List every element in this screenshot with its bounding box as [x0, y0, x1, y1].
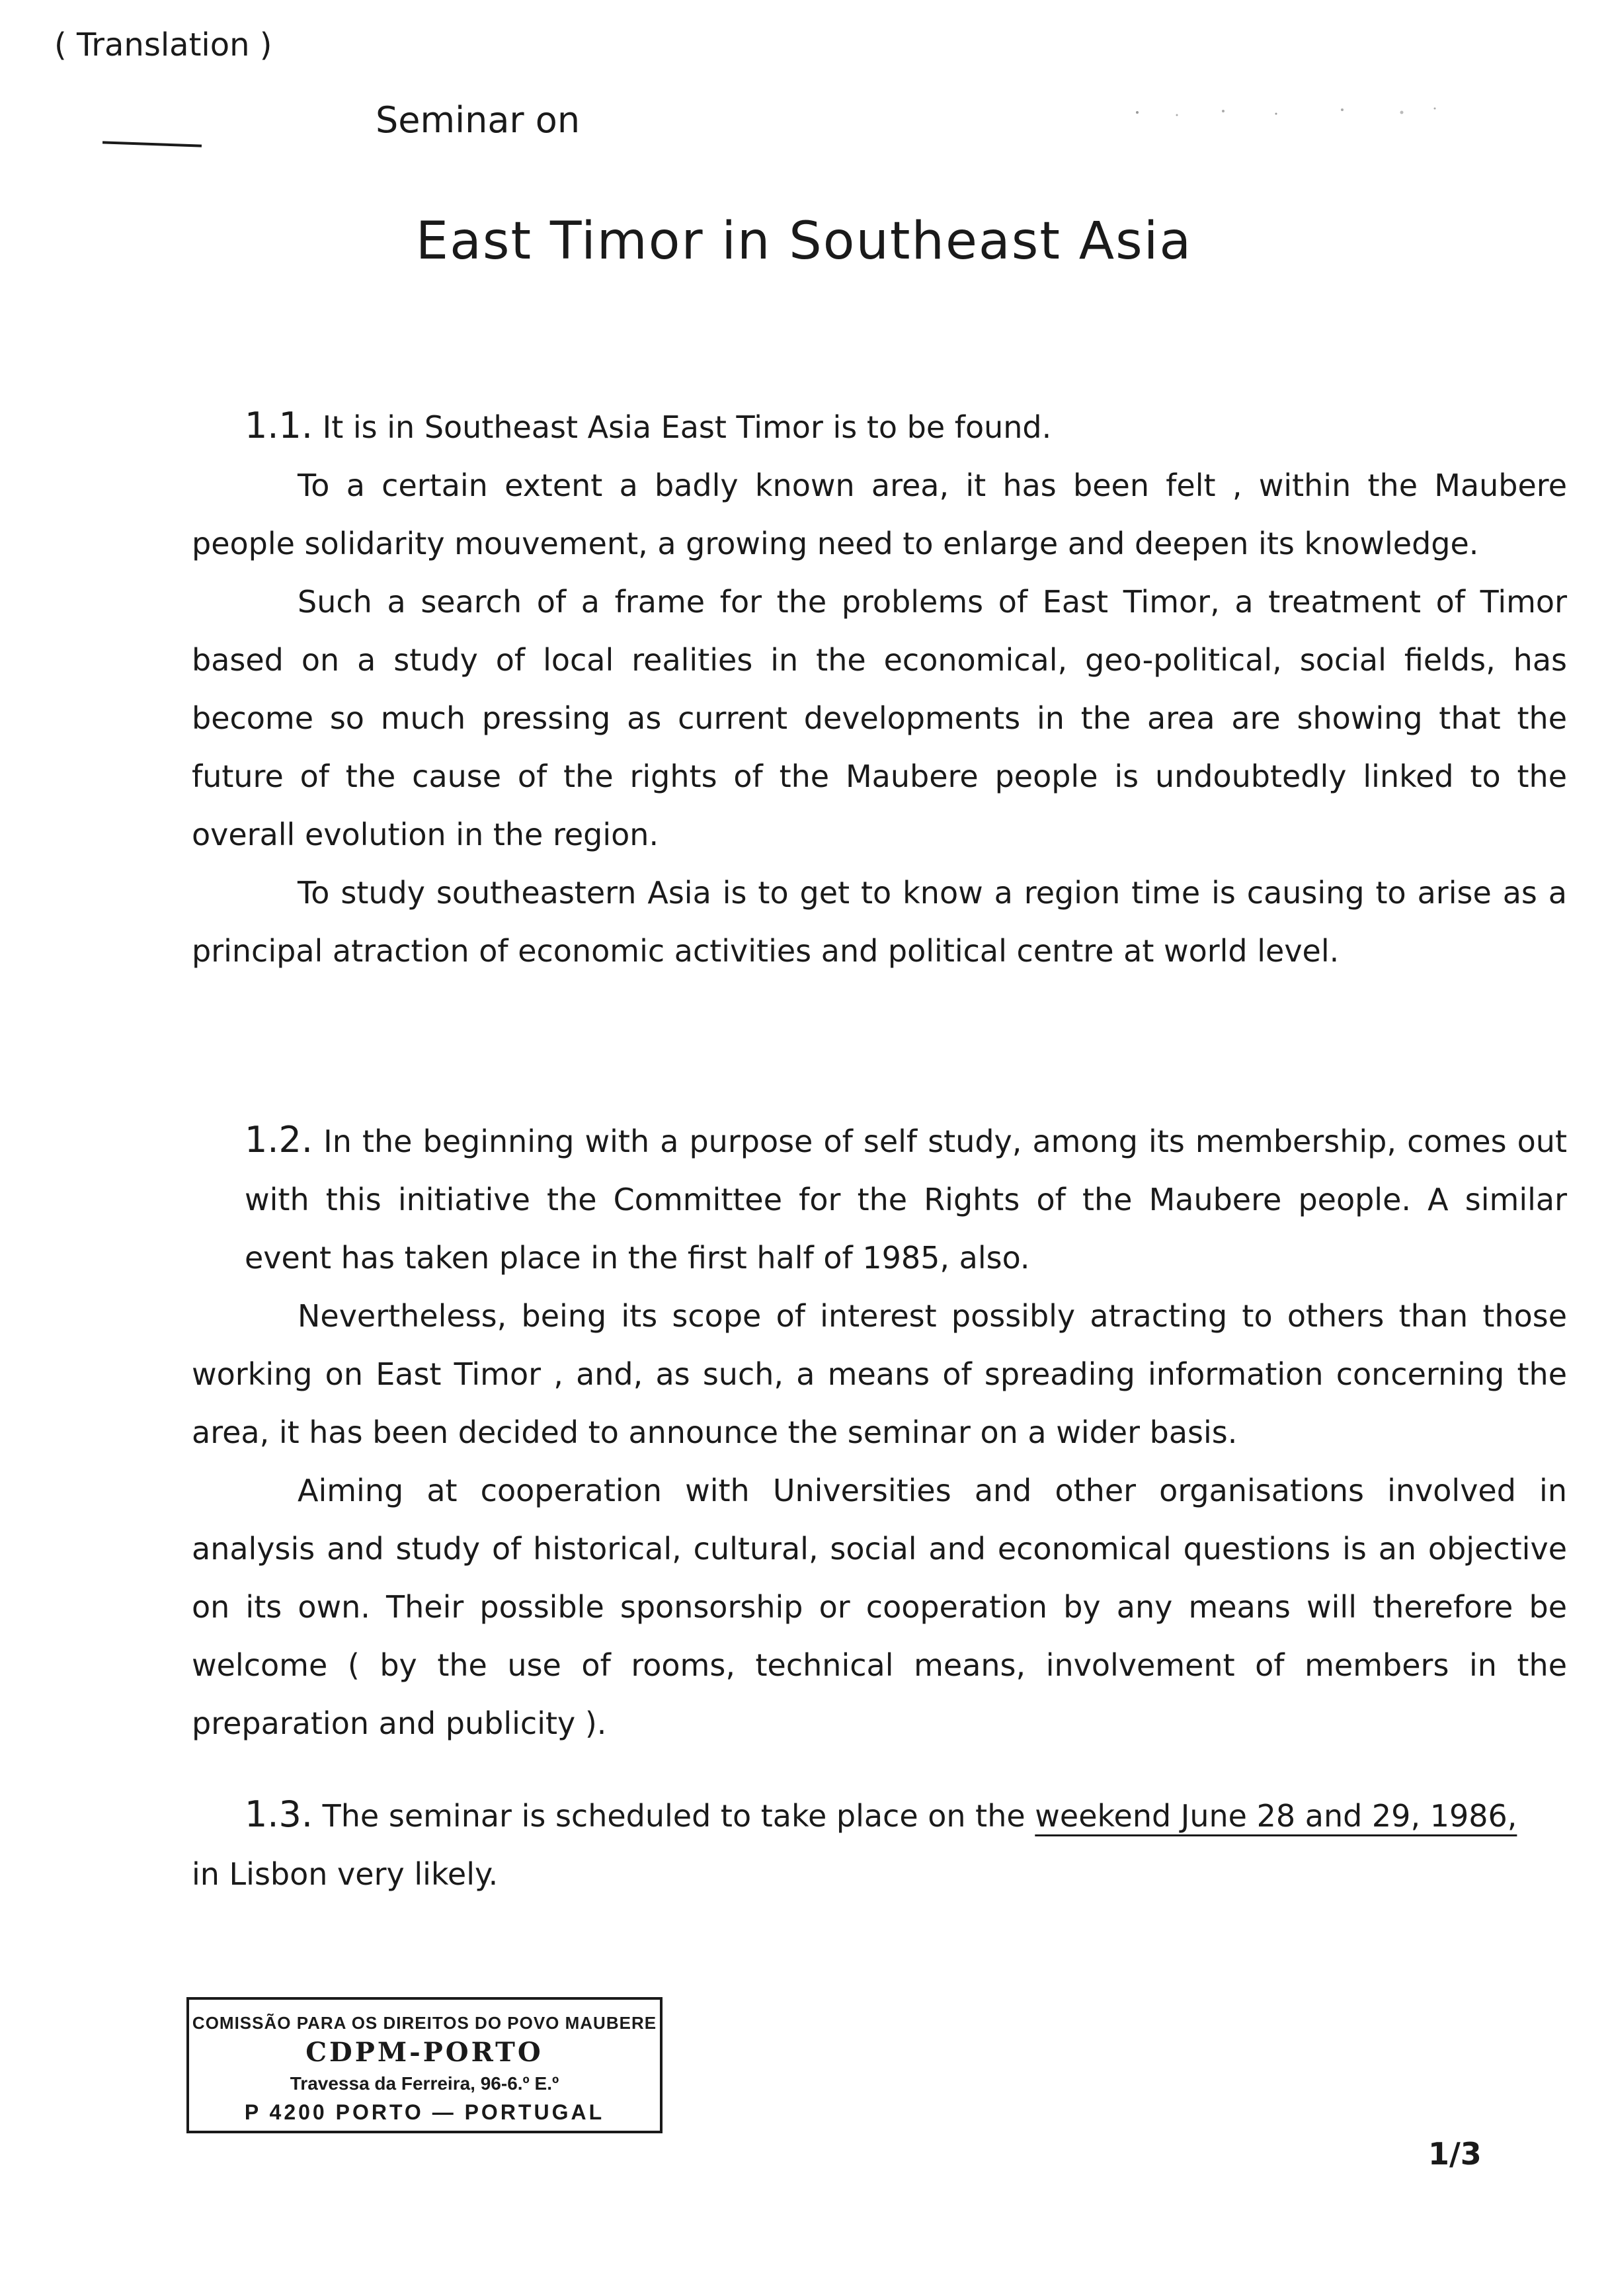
stamp-street-address: Travessa da Ferreira, 96-6.º E.º	[290, 2073, 559, 2094]
handwritten-dash	[102, 141, 202, 147]
location-text: in Lisbon very likely.	[192, 1856, 499, 1892]
seminar-date: weekend June 28 and 29, 1986,	[1035, 1798, 1517, 1834]
stamp-city-address: P 4200 PORTO — PORTUGAL	[244, 2100, 605, 2124]
schedule-text: The seminar is scheduled to take place on the	[322, 1798, 1025, 1834]
section-heading-text: It is in Southeast Asia East Timor is to be found.	[322, 409, 1052, 445]
translation-label: ( Translation )	[54, 26, 272, 63]
seminar-subtitle: Seminar on	[376, 99, 581, 141]
section-1-3-heading	[192, 1785, 1567, 1845]
section-1-2-heading	[192, 1111, 1567, 1287]
organisation-stamp	[186, 1997, 663, 2133]
section-number: 1.3.	[245, 1793, 313, 1835]
paragraph: Aiming at cooperation with Universities and other organisations involved in analysis and study of historical, cultural, social and economical questions is an objective on its own. Their possible sponsorship or cooperation by any means will therefore be welcome ( by the use of rooms, technical means, involvement of members in the preparation and publicity ).	[192, 1473, 1567, 1741]
page-number: 1/3	[1428, 2136, 1482, 2172]
section-1-2	[192, 1111, 1567, 1752]
paragraph: Nevertheless, being its scope of interest possibly atracting to others than those working on East Timor , and, as such, a means of spreading information concerning the area, it has been decided to announce the seminar on a wider basis.	[192, 1298, 1567, 1450]
section-1-1	[192, 397, 1567, 980]
paragraph: To a certain extent a badly known area, it has been felt , within the Maubere people solidarity mouvement, a growing need to enlarge and deepen its knowledge.	[192, 468, 1567, 561]
section-number: 1.1.	[245, 405, 313, 446]
section-1-1-heading	[192, 397, 1567, 456]
paragraph: To study southeastern Asia is to get to know a region time is causing to arise as a principal atraction of economic activities and political centre at world level.	[192, 875, 1567, 969]
scan-specks	[1124, 99, 1455, 126]
stamp-org-acronym: CDPM-PORTO	[305, 2037, 543, 2068]
stamp-org-name: COMISSÃO PARA OS DIREITOS DO POVO MAUBERE	[192, 2013, 657, 2033]
paragraph: Such a search of a frame for the problems of East Timor, a treatment of Timor based on a study of local realities in the economical, geo-political, social fields, has become so much pressing as current developments in the area are showing that the future of the cause of the rights of the Maubere people is undoubtedly linked to the overall evolution in the region.	[192, 584, 1567, 852]
document-title: East Timor in Southeast Asia	[415, 212, 1193, 271]
section-heading-text: In the beginning with a purpose of self study, among its membership, comes out with this initiative the Committee for the Rights of the Maubere people. A similar event has taken place in the first half of 1985, also.	[245, 1124, 1567, 1276]
section-1-3	[192, 1785, 1567, 1903]
section-number: 1.2.	[245, 1119, 313, 1161]
